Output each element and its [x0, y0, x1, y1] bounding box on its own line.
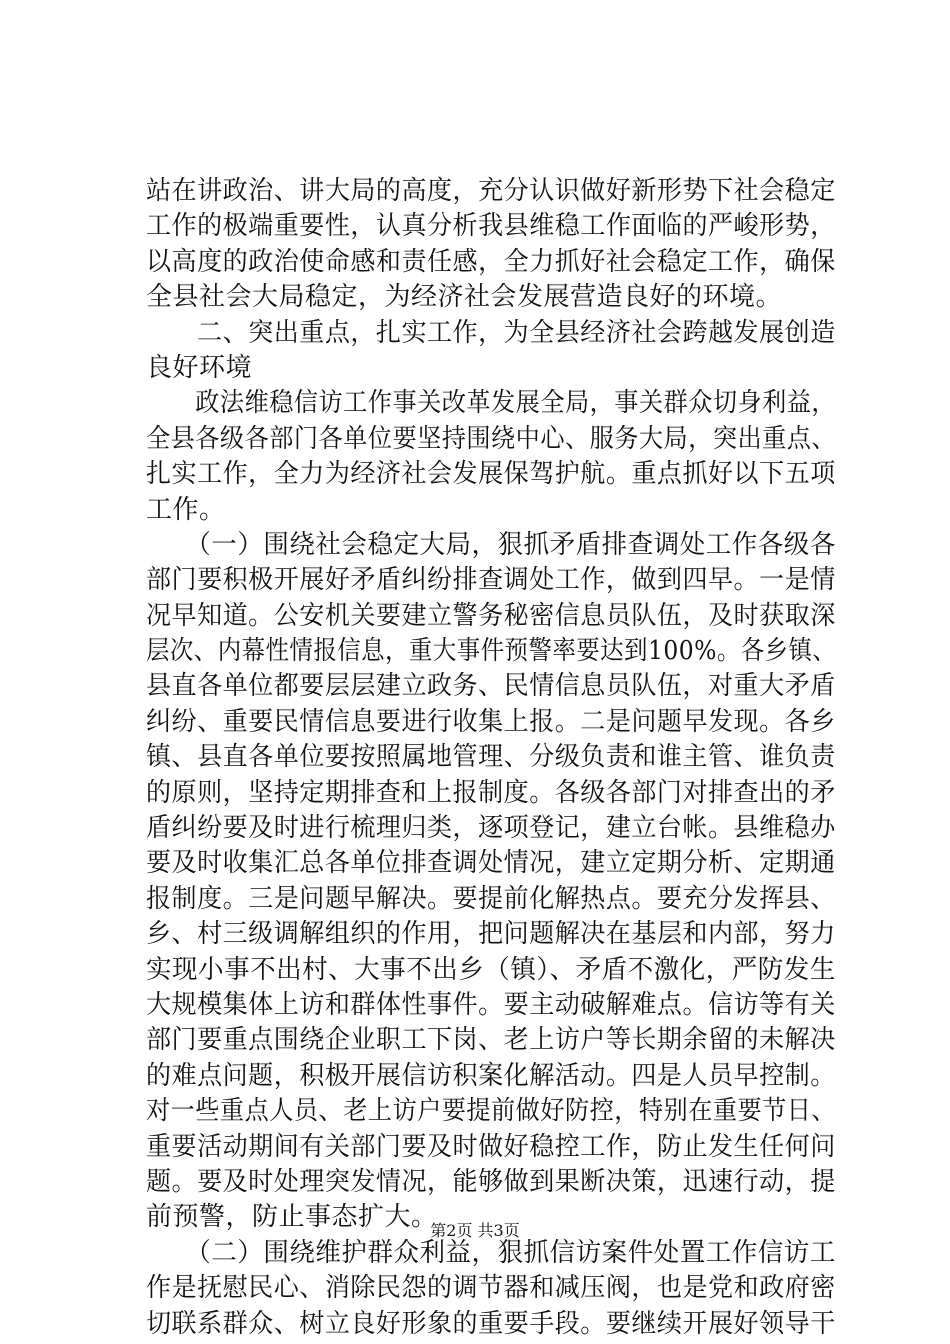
- body-line: 切联系群众、树立良好形象的重要手段。要继续开展好领导干: [146, 1308, 836, 1339]
- body-line: 大规模集体上访和群体性事件。要主动破解难点。信访等有关: [146, 989, 836, 1020]
- body-line: 部门要积极开展好矛盾纠纷排查调处工作，做到四早。一是情: [146, 565, 836, 596]
- body-line: 作是抚慰民心、消除民怨的调节器和减压阀，也是党和政府密: [146, 1273, 836, 1304]
- body-line: 政法维稳信访工作事关改革发展全局，事关群众切身利益，: [146, 388, 837, 419]
- body-line: （二）围绕维护群众利益，狠抓信访案件处置工作信访工: [146, 1237, 836, 1268]
- body-line: 工作。: [146, 494, 226, 525]
- body-line: 重要活动期间有关部门要及时做好稳控工作，防止发生任何问: [146, 1131, 836, 1162]
- body-line: 盾纠纷要及时进行梳理归类，逐项登记，建立台帐。县维稳办: [146, 813, 836, 844]
- body-line: 以高度的政治使命感和责任感，全力抓好社会稳定工作，确保: [146, 246, 836, 277]
- body-line: 前预警，防止事态扩大。: [146, 1202, 438, 1233]
- body-line: 扎实工作，全力为经济社会发展保驾护航。重点抓好以下五项: [146, 459, 836, 490]
- body-line: 纠纷、重要民情信息要进行收集上报。二是问题早发现。各乡: [146, 706, 836, 737]
- body-line: （一）围绕社会稳定大局，狠抓矛盾排查调处工作各级各: [146, 529, 836, 560]
- body-line: 层次、内幕性情报信息，重大事件预警率要达到100%。各乡镇、: [146, 636, 837, 667]
- body-line: 镇、县直各单位要按照属地管理、分级负责和谁主管、谁负责: [146, 742, 836, 773]
- body-line: 二、突出重点，扎实工作，为全县经济社会跨越发展创造: [146, 317, 836, 348]
- body-line: 良好环境: [146, 352, 253, 383]
- body-line: 实现小事不出村、大事不出乡（镇）、矛盾不激化，严防发生: [146, 954, 836, 985]
- body-line: 全县各级各部门各单位要坚持围绕中心、服务大局，突出重点、: [146, 423, 837, 454]
- body-line: 况早知道。公安机关要建立警务秘密信息员队伍，及时获取深: [146, 600, 836, 631]
- body-line: 对一些重点人员、老上访户要提前做好防控，特别在重要节日、: [146, 1096, 837, 1127]
- document-body: [146, 174, 836, 1342]
- body-line: 部门要重点围绕企业职工下岗、老上访户等长期余留的未解决: [146, 1025, 836, 1056]
- body-line: 站在讲政治、讲大局的高度，充分认识做好新形势下社会稳定: [146, 176, 836, 206]
- body-line: 工作的极端重要性，认真分析我县维稳工作面临的严峻形势，: [146, 211, 836, 242]
- body-line: 报制度。三是问题早解决。要提前化解热点。要充分发挥县、: [146, 883, 836, 914]
- body-line: 全县社会大局稳定，为经济社会发展营造良好的环境。: [146, 282, 783, 313]
- body-line: 的难点问题，积极开展信访积案化解活动。四是人员早控制。: [146, 1060, 836, 1091]
- body-line: 县直各单位都要层层建立政务、民情信息员队伍，对重大矛盾: [146, 671, 836, 702]
- body-line: 题。要及时处理突发情况，能够做到果断决策，迅速行动，提: [146, 1166, 836, 1197]
- body-line: 乡、村三级调解组织的作用，把问题解决在基层和内部，努力: [146, 919, 836, 950]
- body-line: 要及时收集汇总各单位排查调处情况，建立定期分析、定期通: [146, 848, 836, 879]
- page-footer: 第2页 共3页: [430, 1221, 520, 1240]
- body-line: 的原则，坚持定期排查和上报制度。各级各部门对排查出的矛: [146, 777, 836, 808]
